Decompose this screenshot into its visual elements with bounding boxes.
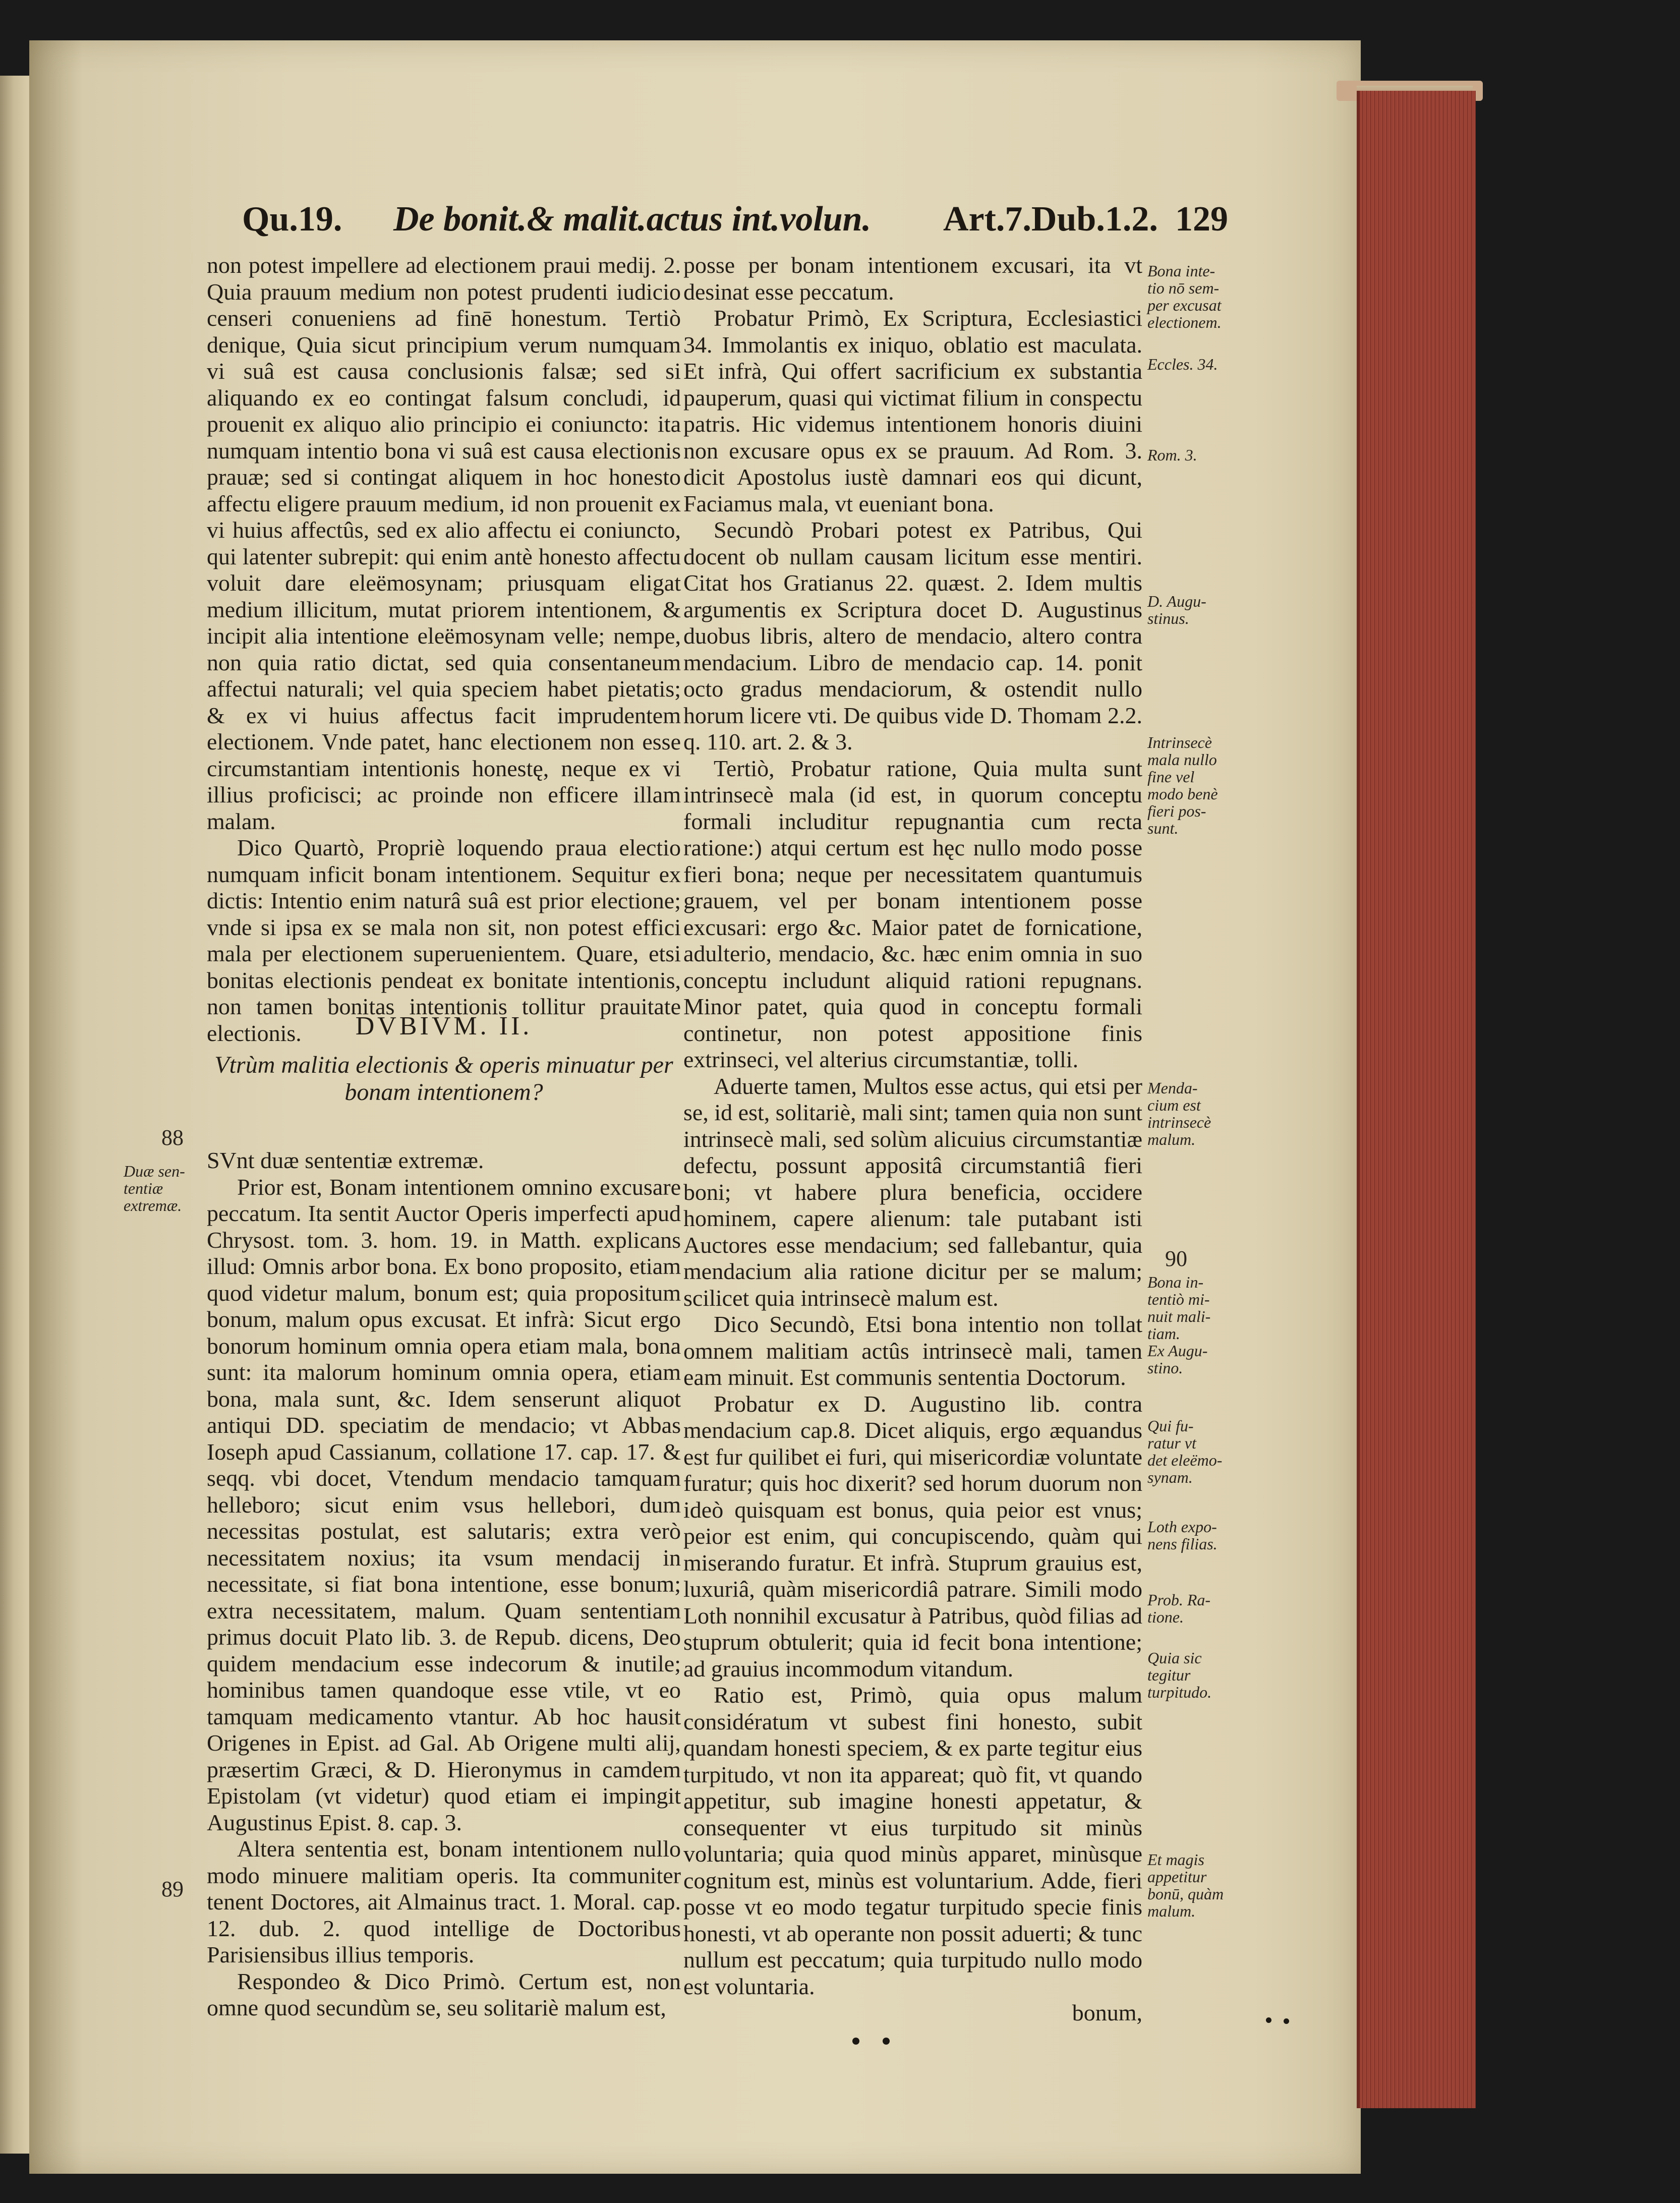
margin-note-line: modo benè <box>1147 785 1218 803</box>
header-articulus: Art.7.Dub.1.2. <box>943 200 1158 239</box>
dubium-title: DVBIVM. II. <box>355 1012 533 1040</box>
right-paragraph: Ratio est, Primò, quia opus malum considératum vt subest fini honesto, subit quandam honesti speciem, & ex parte tegitur eius turpitudo, vt non ita appareat; quò fit, vt quando appetitur, sub imagine honesti appetatur, & consequenter vt eius turpitudo sit minùs voluntaria; quia quod minùs apparet, minùsque cognitum est, minùs est voluntarium. Adde, fieri posse vt eo modo tegatur turpitudo specie finis honesti, vt ab operante non possit aduerti; & tunc nullum est peccatum; quia turpitudo nullo modo est voluntaria. <box>683 1682 1142 1999</box>
margin-note-line: nuit mali- <box>1147 1307 1211 1325</box>
margin-note-line: cium est <box>1147 1096 1201 1114</box>
right-column <box>683 252 1142 2026</box>
header-title: De bonit.& malit.actus int.volun. <box>393 200 872 239</box>
margin-note-right <box>1147 1518 1243 1552</box>
right-paragraph: Tertiò, Probatur ratione, Quia multa sunt intrinsecè mala (id est, in quorum conceptu formali includitur repugnantia cum recta ratione:) atqui certum est hęc nullo modo posse fieri bona; neque per necessitatem quantumuis grauem, vel per bonam intentionem posse excusari: ergo &c. Maior patet de fornicatione, adulterio, mendacio, &c. hæc enim omnia in suo conceptu includunt aliquid rationi repugnans. Minor patet, quia quod in conceptu formali continetur, non potest appositione finis extrinseci, vel alterius circumstantiæ, tolli. <box>683 755 1142 1072</box>
margin-note-right <box>1147 734 1243 837</box>
margin-note-line: det eleëmo- <box>1147 1451 1223 1469</box>
left-paragraph: Respondeo & Dico Primò. Certum est, non omne quod secundùm se, seu solitariè malum est, <box>207 1968 681 2020</box>
margin-note-line: electionem. <box>1147 313 1222 331</box>
margin-note-line: Eccles. 34. <box>1147 355 1218 373</box>
margin-note-line: Menda- <box>1147 1079 1198 1097</box>
margin-note-right <box>1147 1273 1243 1376</box>
margin-note-line: fieri pos- <box>1147 802 1206 820</box>
margin-note-line: fine vel <box>1147 768 1195 786</box>
right-paragraph: Probatur Primò, Ex Scriptura, Ecclesiastici 34. Immolantis ex iniquo, oblatio est maculata. Et infrà, Qui offert sacrificium ex substantia pauperum, quasi qui victimat filium in conspectu patris. Hic videmus intentionem honoris diuini non excusare opus ex se prauum. Ad Rom. 3. dicit Apostolus iustè damnari eos qui dicunt, Faciamus mala, vt eueniant bona. <box>683 305 1142 516</box>
margin-note-line: Quia sic <box>1147 1649 1202 1667</box>
margin-note-line: nens filias. <box>1147 1535 1218 1553</box>
margin-note-line: Loth expo- <box>1147 1518 1217 1536</box>
left-paragraph: Altera sententia est, bonam intentionem nullo modo minuere malitiam operis. Ita communiter tenent Doctores, ait Almainus tract. 1. Moral. cap. 12. dub. 2. quod intellige de Doctoribus Parisiensibus illius temporis. <box>207 1836 681 1967</box>
right-paragraph: Dico Secundò, Etsi bona intentio non tollat omnem malitiam actûs intrinsecè mali, tamen eam minuit. Est communis sententia Doctorum. <box>683 1311 1142 1390</box>
margin-note-line: Bona in- <box>1147 1273 1204 1291</box>
right-paragraph: Secundò Probari potest ex Patribus, Qui docent ob nullam causam licitum esse mentiri. Citat hos Gratianus 22. quæst. 2. Idem multis argumentis ex Scriptura docet D. Augustinus duobus libris, altero de mendacio, altero contra mendacium. Libro de mendacio cap. 14. ponit octo gradus mendaciorum, & ostendit nullo horum licere vti. De quibus vide D. Thomam 2.2. q. 110. art. 2. & 3. <box>683 517 1142 755</box>
margin-note-line: Intrinsecè <box>1147 733 1212 751</box>
margin-note-line: Ex Augu- <box>1147 1342 1208 1360</box>
margin-note-line: appetitur <box>1147 1868 1207 1886</box>
margin-note-line: turpitudo. <box>1147 1683 1212 1701</box>
margin-note-line: stinus. <box>1147 609 1189 627</box>
header-quaestio: Qu.19. <box>242 200 342 239</box>
margin-note-right <box>1147 446 1243 463</box>
margin-note-line: malum. <box>1147 1130 1196 1148</box>
margin-note-line: D. Augu- <box>1147 592 1206 610</box>
left-paragraph: SVnt duæ sententiæ extremæ. <box>207 1147 484 1173</box>
margin-note-left <box>124 1163 204 1214</box>
margin-note-line: malum. <box>1147 1902 1196 1920</box>
margin-note-right <box>1147 1851 1243 1920</box>
margin-note-line: tiam. <box>1147 1324 1180 1343</box>
margin-note-right <box>1147 593 1243 627</box>
margin-note-right <box>1147 1591 1243 1626</box>
left-paragraph: Prior est, Bonam intentionem omnino excusare peccatum. Ita sentit Auctor Operis imperfecti apud Chrysost. tom. 3. hom. 19. in Matth. explicans illud: Omnis arbor bona. Ex bono proposito, etiam quod videtur malum, bonum est; quia propositum bonum, malum opus excusat. Et infrà: Sicut ergo bonorum hominum omnia opera etiam mala, bona sunt: ita malorum hominum omnia opera, etiam bona, mala sunt, &c. Idem senserunt aliquot antiqui DD. speciatim de mendacio; vt Abbas Ioseph apud Cassianum, collatione 17. cap. 17. & seqq. vbi docet, Vtendum mendacio tamquam helleboro; sicut enim vsus hellebori, dum necessitas postulat, est salutaris; extra verò necessitatem noxius; ita vsum mendacij in necessitate, si fiat bona intentione, esse bonum; extra necessitatem, malum. Quam sententiam primus docuit Plato lib. 3. de Repub. dicens, Deo quidem mendacium esse indecorum & inutile; hominibus tamen quandoque esse vtile, vt eo tamquam medicamento vtantur. Ab hoc hausit Origenes in Epist. ad Gal. Ab Origene multi alij, præsertim Græci, & D. Hieronymus in camdem Epistolam (vt videtur) quod etiam ei impingit Augustinus Epist. 8. cap. 3. <box>207 1174 681 1835</box>
margin-note-line: stino. <box>1147 1359 1183 1377</box>
margin-number-89: 89 <box>161 1877 184 1901</box>
margin-note-line: tegitur <box>1147 1666 1191 1684</box>
margin-note-line: Prob. Ra- <box>1147 1591 1211 1609</box>
printer-mark-dot <box>1266 2017 1271 2023</box>
margin-note-line: per excusat <box>1147 296 1222 314</box>
margin-note-line: mala nullo <box>1147 750 1217 769</box>
left-paragraph: Dico Quartò, Propriè loquendo praua electio numquam inficit bonam intentionem. Sequitur ex dictis: Intentio enim naturâ suâ est prior electione; vnde si ipsa ex se mala non sit, non potest effici mala per electionem superuenientem. Quare, etsi bonitas electionis pendeat ex bonitate intentionis, non tamen bonitas intentionis tollitur prauitate electionis. <box>207 835 681 1046</box>
margin-note-line: Duæ sen- <box>124 1162 185 1180</box>
margin-note-line: Et magis <box>1147 1850 1204 1869</box>
right-paragraph: Aduerte tamen, Multos esse actus, qui etsi per se, id est, solitariè, mali sint; tamen quia non sunt intrinsecè mali, sed solùm alicuius circumstantiæ defectu, possunt appositâ circumstantiâ fieri boni; vt habere plura beneficia, occidere hominem, capere alienum: tale putabant isti Auctores esse mendacium; sed fallebantur, quia mendacium alia ratione dicitur per se malum; scilicet quia intrinsecè malum est. <box>683 1073 1142 1311</box>
printer-mark-dot <box>1284 2018 1289 2024</box>
right-paragraph: Probatur ex D. Augustino lib. contra mendacium cap.8. Dicet aliquis, ergo æquandus est fur quilibet ei furi, qui misericordiæ voluntate furatur; quis hoc dixerit? sed horum duorum non ideò quisquam est bonus, quia peior est vnus; peior est enim, qui concupiscendo, quàm qui miserando furatur. Et infrà. Stuprum grauius est, luxuriâ, quàm misericordiâ patrare. Simili modo Loth nonnihil excusatur à Patribus, quòd filias ad stuprum obtulerit; quia id fecit bona intentione; ad grauius incommodum vitandum. <box>683 1390 1142 1682</box>
margin-note-right <box>1147 1417 1243 1486</box>
dubium-question: Vtrùm malitia electionis & operis minuatur per bonam intentionem? <box>214 1052 673 1106</box>
right-paragraph: posse per bonam intentionem excusari, ita vt desinat esse peccatum. <box>683 252 1142 305</box>
margin-note-line: sunt. <box>1147 819 1179 837</box>
left-paragraph: non potest impellere ad electionem praui medij. 2. Quia prauum medium non potest prudenti iudicio censeri conueniens ad finē honestum. Tertiò denique, Quia sicut principium verum numquam vi suâ est causa conclusionis falsæ; sed si aliquando ex eo contingat falsum concludi, id prouenit ex aliquo alio principio ei coniuncto: ita numquam intentio bona vi suâ est causa electionis prauæ; sed si contingat aliquem in hoc honesto affectu eligere prauum medium, id non prouenit ex vi huius affectûs, sed ex alio affectu ei coniuncto, qui latenter subrepit: qui enim antè honesto affectu voluit dare eleëmosynam; priusquam eligat medium illicitum, mutat priorem intentionem, & incipit alia intentione eleëmosynam velle; nempe, non quia ratio dictat, sed quia consentaneum affectui naturali; vel quia speciem habet pietatis; & ex vi huius affectus facit imprudentem electionem. Vnde patet, hanc electionem non esse circumstantiam intentionis honestę, neque ex vi illius proficisci; ac proinde non efficere illam malam. <box>207 252 681 834</box>
margin-note-line: tio nō sem- <box>1147 279 1220 297</box>
margin-note-line: extremæ. <box>124 1196 182 1214</box>
red-page-edges <box>1357 91 1476 2108</box>
margin-note-right <box>1147 356 1243 373</box>
page-number: 129 <box>1175 200 1228 239</box>
margin-note-line: bonū, quàm <box>1147 1885 1224 1903</box>
margin-note-line: tentiæ <box>124 1179 163 1197</box>
margin-note-line: synam. <box>1147 1468 1193 1486</box>
catchword: bonum, <box>1072 2000 1142 2025</box>
margin-note-right <box>1147 1649 1243 1701</box>
margin-note-line: Bona inte- <box>1147 262 1215 280</box>
margin-note-line: tione. <box>1147 1608 1184 1626</box>
margin-note-line: tentiò mi- <box>1147 1290 1210 1308</box>
margin-number-88: 88 <box>161 1125 184 1150</box>
margin-note-line: ratur vt <box>1147 1434 1196 1452</box>
margin-note-right <box>1147 262 1243 331</box>
margin-note-line: intrinsecè <box>1147 1113 1211 1131</box>
left-column <box>207 252 681 2021</box>
margin-note-line: Rom. 3. <box>1147 446 1197 464</box>
margin-note-right <box>1147 1079 1243 1148</box>
margin-note-line: Qui fu- <box>1147 1417 1194 1435</box>
printer-mark-dot <box>883 2038 890 2045</box>
printer-mark-dot <box>852 2038 859 2045</box>
margin-number-90: 90 <box>1165 1246 1187 1271</box>
running-header <box>242 199 1231 240</box>
